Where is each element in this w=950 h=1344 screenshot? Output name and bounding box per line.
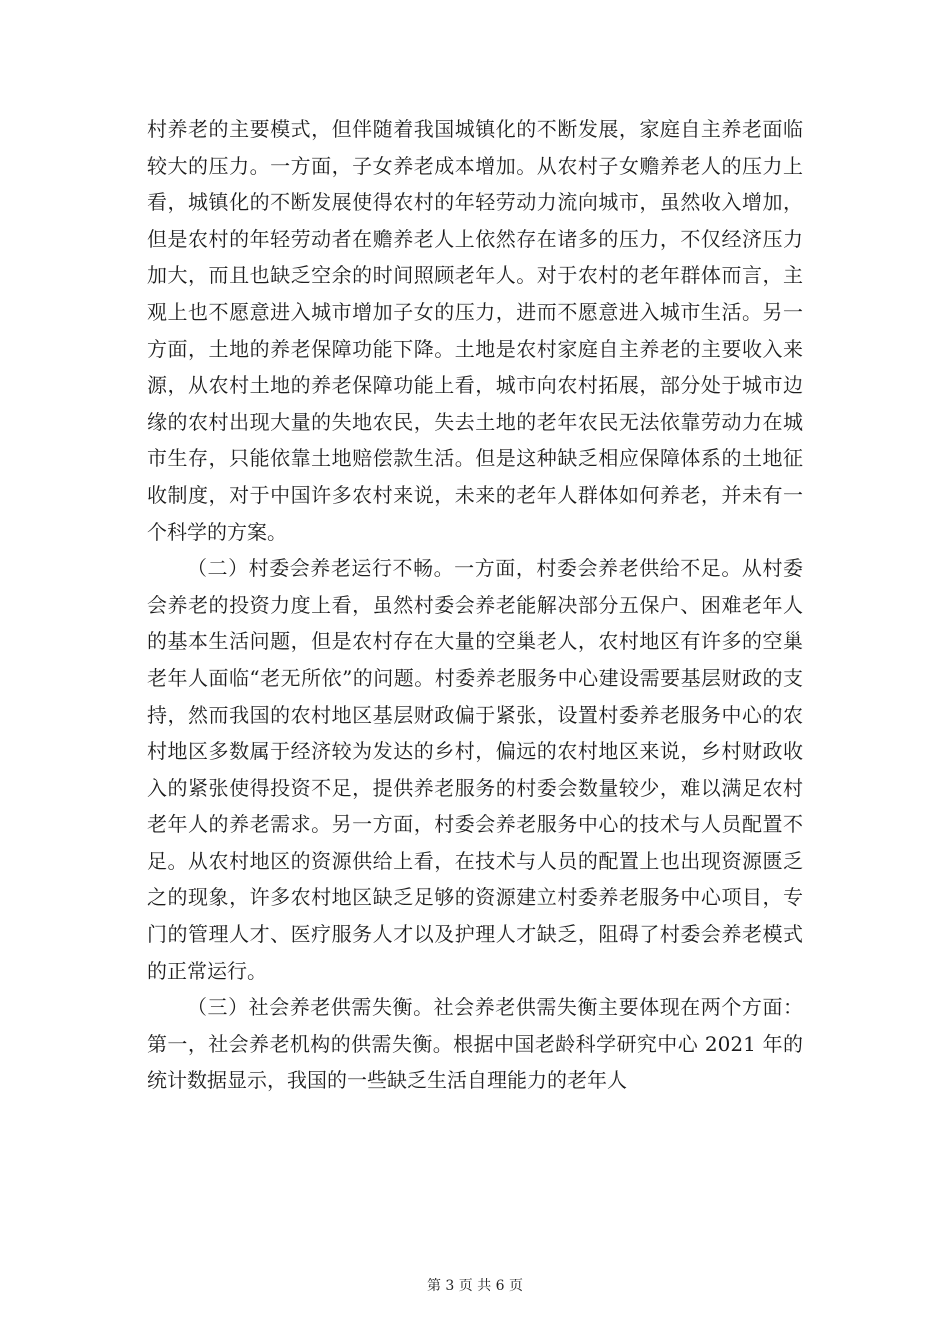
paragraph-2: （二）村委会养老运行不畅。一方面，村委会养老供给不足。从村委会养老的投资力度上看，虽然村委会养老能解决部分五保户、困难老年人的基本生活问题，但是农村存在大量的空巢老人，农村地区有许多的空巢老年人面临“老无所依”的问题。村委养老服务中心建设需要基层财政的支持，然而我国的农村地区基层财政偏于紧张，设置村委养老服务中心的农村地区多数属于经济较为发达的乡村，偏远的农村地区来说，乡村财政收入的紧张使得投资不足，提供养老服务的村委会数量较少，难以满足农村老年人的养老需求。另一方面，村委会养老服务中心的技术与人员配置不足。从农村地区的资源供给上看，在技术与人员的配置上也出现资源匮乏之的现象，许多农村地区缺乏足够的资源建立村委养老服务中心项目，专门的管理人才、医疗服务人才以及护理人才缺乏，阻碍了村委会养老模式的正常运行。 xyxy=(147,556,803,983)
document-body xyxy=(147,111,803,1099)
page-number: 第 3 页 共 6 页 xyxy=(426,1278,524,1294)
paragraph-3: （三）社会养老供需失衡。社会养老供需失衡主要体现在两个方面：第一，社会养老机构的供需失衡。根据中国老龄科学研究中心 2021 年的统计数据显示，我国的一些缺乏生活自理能力的老年人 xyxy=(147,995,803,1093)
paragraph-1: 村养老的主要模式，但伴随着我国城镇化的不断发展，家庭自主养老面临较大的压力。一方面，子女养老成本增加。从农村子女赡养老人的压力上看，城镇化的不断发展使得农村的年轻劳动力流向城市，虽然收入增加，但是农村的年轻劳动者在赡养老人上依然存在诸多的压力，不仅经济压力加大，而且也缺乏空余的时间照顾老年人。对于农村的老年群体而言，主观上也不愿意进入城市增加子女的压力，进而不愿意进入城市生活。另一方面，土地的养老保障功能下降。土地是农村家庭自主养老的主要收入来源，从农村土地的养老保障功能上看，城市向农村拓展，部分处于城市边缘的农村出现大量的失地农民，失去土地的老年农民无法依靠劳动力在城市生存，只能依靠土地赔偿款生活。但是这种缺乏相应保障体系的土地征收制度，对于中国许多农村来说，未来的老年人群体如何养老，并未有一个科学的方案。 xyxy=(147,117,803,544)
